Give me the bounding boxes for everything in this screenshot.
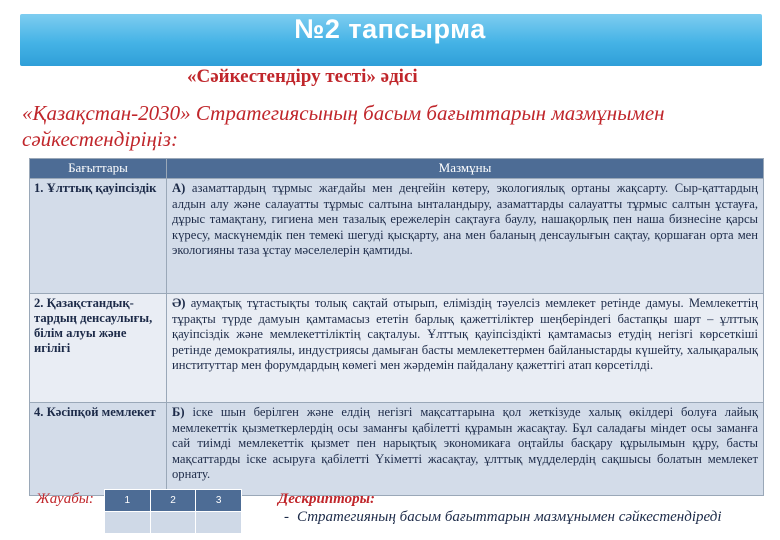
task-instruction: «Қазақстан-2030» Стратегиясының басым бағыттарын мазмұнымен сәйкестендіріңіз: [22,101,665,151]
answer-column-2: 2 [150,490,196,512]
content-text: азаматтардың тұрмыс жағдайы мен деңгейін көтеру, экологиялық ортаны жақсарту. Сыр-қаттардың алдын алу және салауатты тұрмыс салтына ынталандыру, азаматтарды салауатты тұрмыс салтын ұстауға, дұрыс тамақтану, гигиена мен тазалық ережелерін сақтауға баулу, нашақорлық пен наша бизнесіне қарсы күресу, маскүнемдік пен темекі шегуді қысқарту, ана мен баланың денсаулығын сақтау, қоршаған орта мен экологияны таза ұстау мәселелерін қамтиды. [172,181,758,257]
content-cell [167,179,764,294]
table-row [30,294,764,403]
content-letter: А) [172,181,186,195]
content-cell [167,294,764,403]
answer-cell-1[interactable] [105,512,151,534]
matching-table [29,158,764,496]
direction-cell: 4. Кәсіпқой мемлекет [30,403,167,496]
descriptor-item [284,509,722,526]
content-letter: Б) [172,405,185,419]
table-row [30,179,764,294]
answer-table [104,489,242,534]
method-subtitle: «Сәйкестендіру тесті» әдісі [187,66,418,87]
answer-column-3: 3 [196,490,242,512]
bullet-dash: - [284,509,289,525]
direction-cell: 1. Ұлттық қауіпсіздік [30,179,167,294]
answer-label: Жауабы: [36,491,94,507]
content-letter: Ә) [172,296,186,310]
answer-cells-row [105,512,242,534]
content-text: аумақтық тұтастықты толық сақтай отырып, еліміздің тәуелсіз мемлекет ретінде дамуы. Мемлекеттің тұрақты түрде дамуын қамтамасыз ететін барлық қажеттіліктер шеңберіндегі бастапқы шарт – ұлттық қауіпсіздік және мемлекеттіліктің сақталуы. Ұлттық қауіпсіздікті қамтамасыз етудің негізгі көрсеткіші ретінде демократиялы, индустриясы дамыған басты мемлекеттермен байланыстарды күшейту, халықаралық институттар мен форумдардың көмегі мен жәрдемін пайдалану қажеттігі атап көрсетілді. [172,296,758,372]
header-content: Мазмұны [167,159,764,179]
direction-cell: 2. Қазақстандық-тардың денсаулығы, білім алуы және игілігі [30,294,167,403]
answer-cell-3[interactable] [196,512,242,534]
answer-header-row [105,490,242,512]
table-header-row [30,159,764,179]
content-cell [167,403,764,496]
descriptor-text: Стратегияның басым бағыттарын мазмұнымен сәйкестендіреді [297,509,722,525]
content-text: іске шын берілген және елдің негізгі мақсаттарына қол жеткізуде халық өкілдері болуға лайық мемлекеттік қызметкерлердің осы заманғы қабілетті құрамын жасақтау. Бұл саладағы міндет осы заманға сай тиімді мемлекеттік қызмет пен нарықтық экономикаға оңтайлы басқару құрылымын құру, басты мақсаттарды іске асыруға қабілетті Үкіметті жасақтау, ұлттық мүдделердің сақшысы болатын мемлекет орнату. [172,405,758,481]
answer-cell-2[interactable] [150,512,196,534]
table-row [30,403,764,496]
descriptors-title: Дескрипторы: [278,491,376,507]
answer-column-1: 1 [105,490,151,512]
page-title: №2 тапсырма [294,14,486,44]
header-directions: Бағыттары [30,159,167,179]
